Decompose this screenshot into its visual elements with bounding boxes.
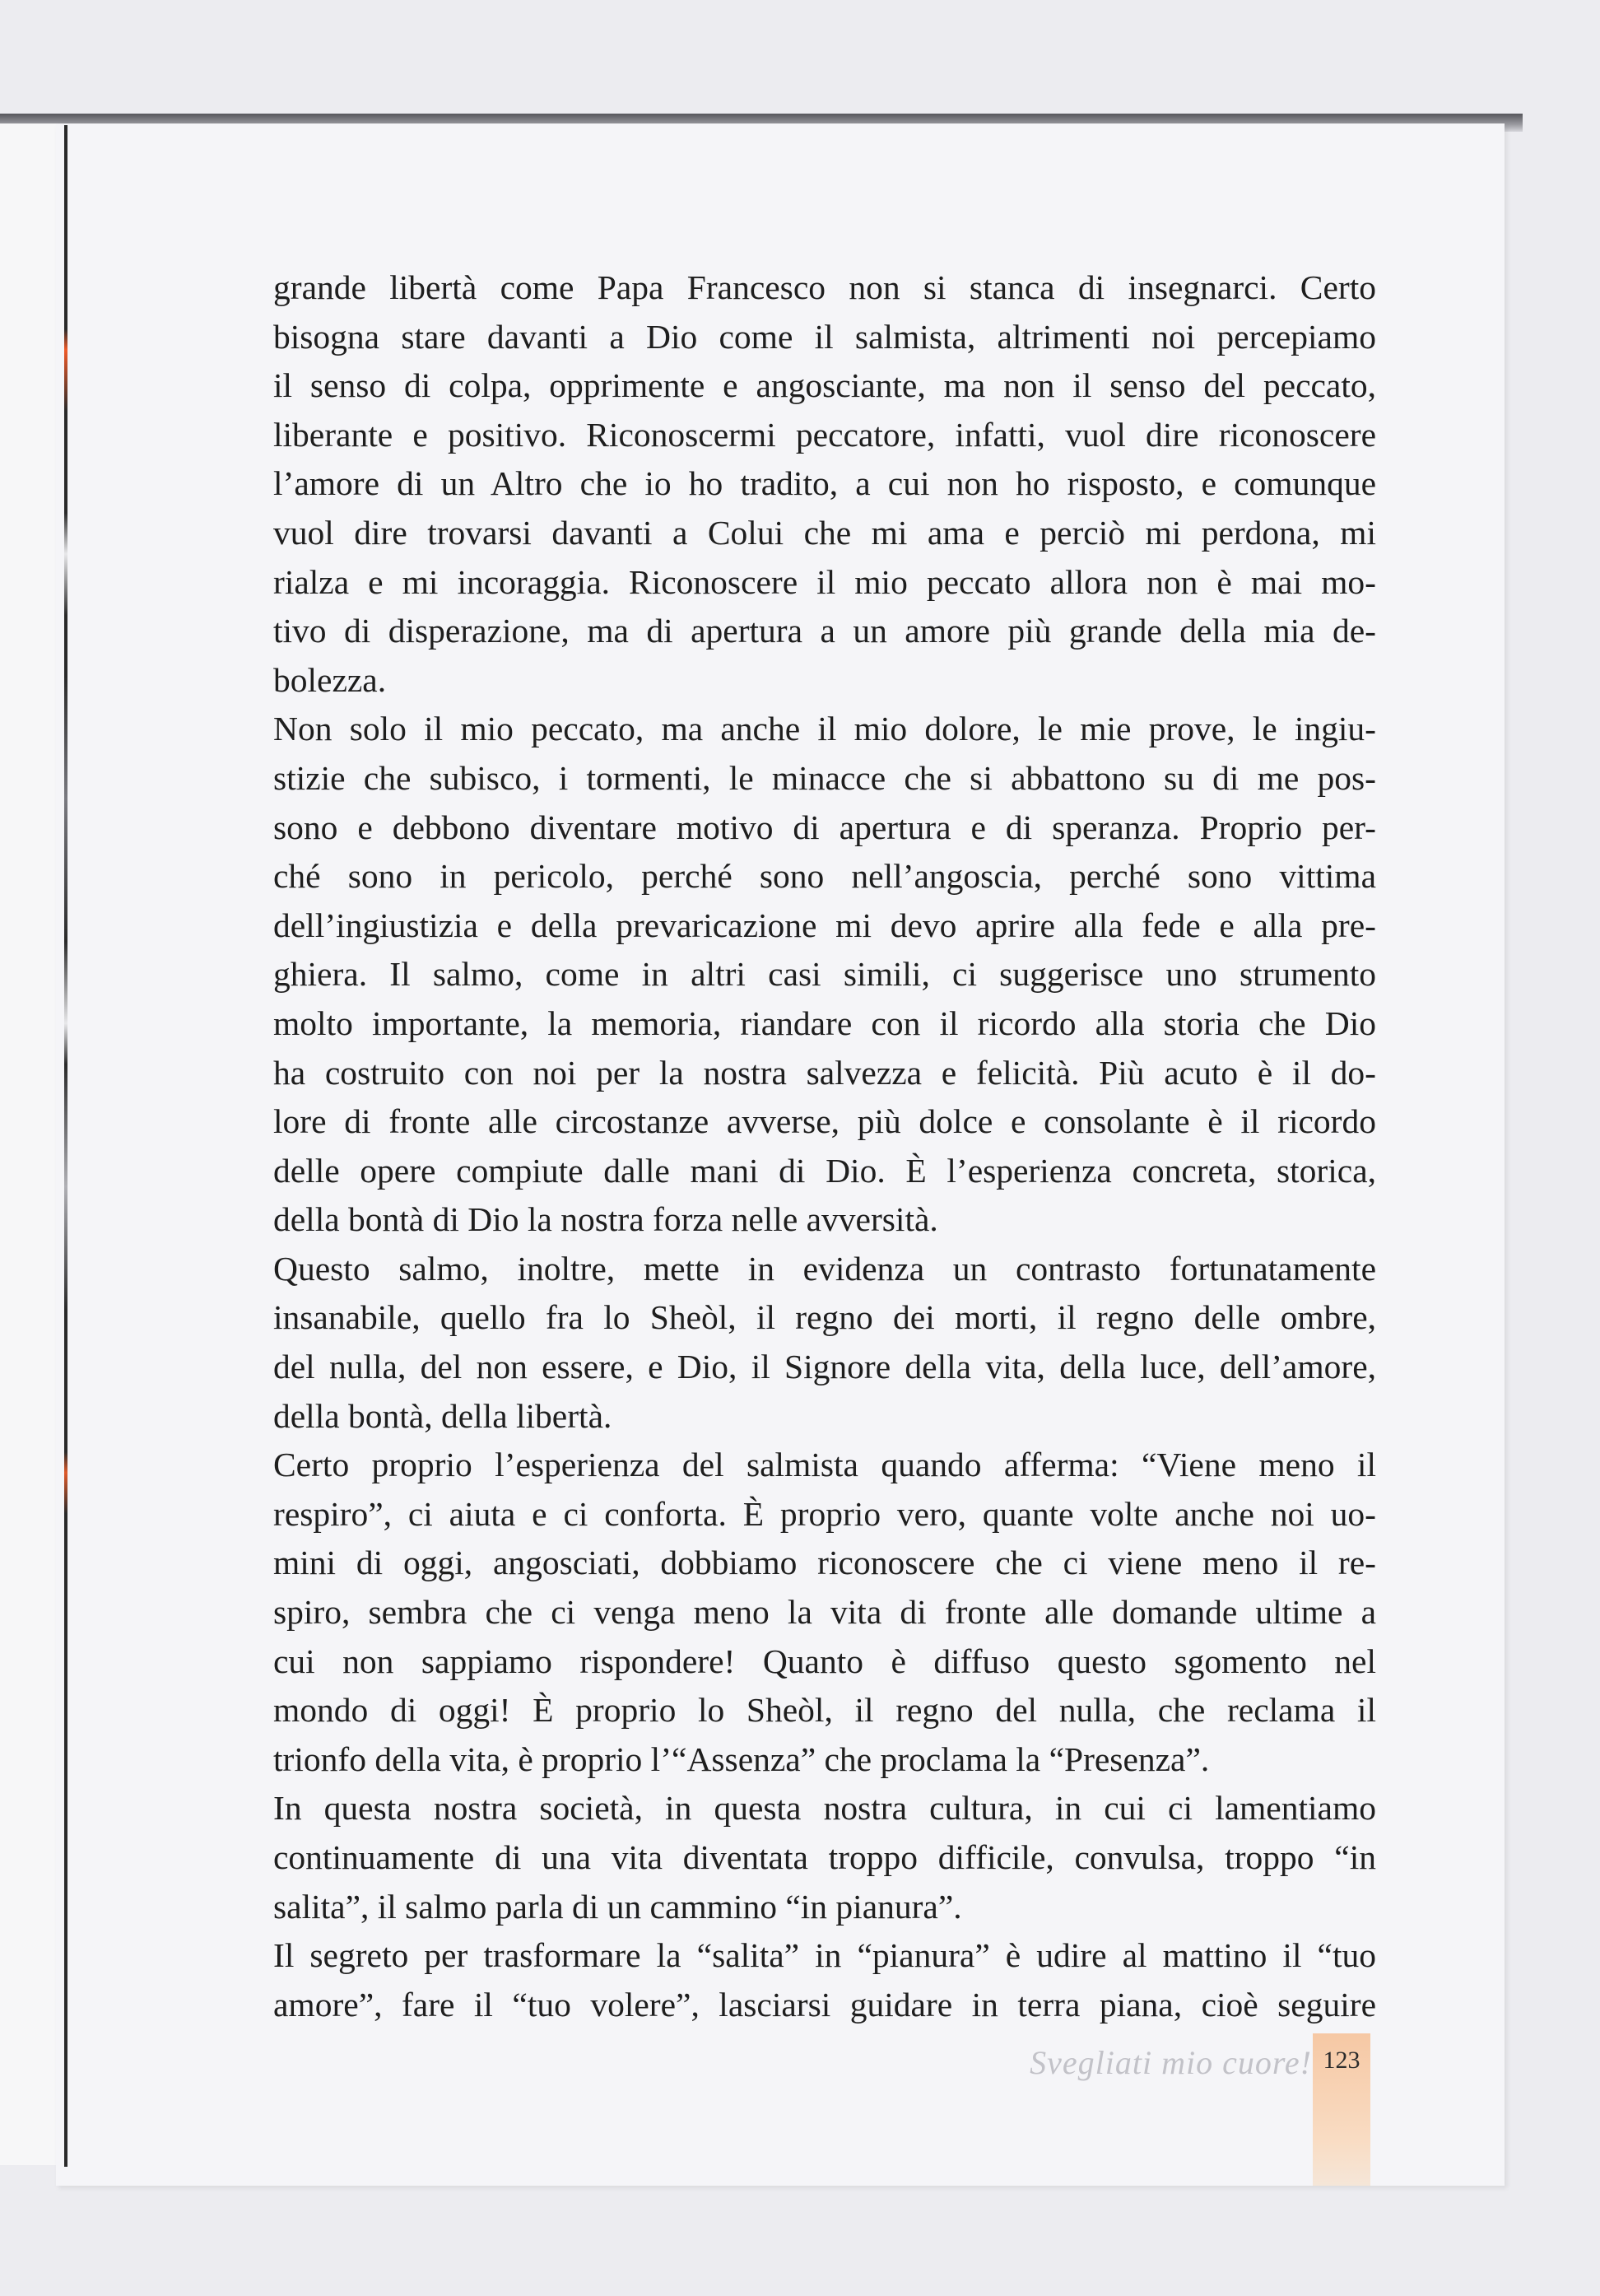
text-line: della bontà di Dio la nostra forza nelle avversità. [273,1200,938,1239]
text-line: ha costruito con noi per la nostra salvezza e felicità. Più acuto è il do- [273,1053,1376,1092]
text-line: insanabile, quello fra lo Sheòl, il regno dei morti, il regno delle ombre, [273,1298,1376,1337]
paragraph-3 [273,1245,1376,1441]
text-line: l’amore di un Altro che io ho tradito, a cui non ho risposto, e comunque [273,464,1376,503]
running-footer-title: Svegliati mio cuore! [1030,2044,1312,2081]
paragraph-1 [273,263,1376,705]
text-line: stizie che subisco, i tormenti, le minacce che si abbattono su di me pos- [273,758,1376,797]
text-line: cui non sappiamo rispondere! Quanto è diffuso questo sgomento nel [273,1642,1376,1680]
text-line: spiro, sembra che ci venga meno la vita di fronte alle domande ultime a [273,1593,1376,1632]
facing-page-edge [0,123,64,2165]
paragraph-4 [273,1441,1376,1784]
text-line: molto importante, la memoria, riandare con il ricordo alla storia che Dio [273,1004,1376,1042]
text-line: salita”, il salmo parla di un cammino “in pianura”. [273,1887,962,1926]
text-line: trionfo della vita, è proprio l’“Assenza” che proclama la “Presenza”. [273,1739,1210,1778]
text-line: Non solo il mio peccato, ma anche il mio dolore, le mie prove, le ingiu- [273,710,1376,748]
book-spine-gutter [64,125,67,2167]
paragraph-2 [273,705,1376,1245]
text-line: continuamente di una vita diventata troppo difficile, convulsa, troppo “in [273,1838,1376,1876]
text-line: delle opere compiute dalle mani di Dio. È l’esperienza concreta, storica, [273,1151,1376,1190]
text-line: grande libertà come Papa Francesco non si stanca di insegnarci. Certo [273,268,1376,306]
text-line: amore”, fare il “tuo volere”, lasciarsi guidare in terra piana, cioè seguire [273,1985,1376,2024]
paragraph-5 [273,1784,1376,1931]
page-number: 123 [1323,2047,1360,2074]
text-line: il senso di colpa, opprimente e angosciante, ma non il senso del peccato, [273,366,1376,405]
text-line: mini di oggi, angosciati, dobbiamo riconoscere che ci viene meno il re- [273,1544,1376,1582]
text-line: mondo di oggi! È proprio lo Sheòl, il regno del nulla, che reclama il [273,1691,1376,1730]
text-line: Il segreto per trasformare la “salita” in “pianura” è udire al mattino il “tuo [273,1936,1376,1975]
text-line: In questa nostra società, in questa nostra cultura, in cui ci lamentiamo [273,1789,1376,1828]
text-line: dell’ingiustizia e della prevaricazione mi devo aprire alla fede e alla pre- [273,906,1376,944]
text-line: lore di fronte alle circostanze avverse, più dolce e consolante è il ricordo [273,1102,1376,1141]
paragraph-6 [273,1931,1376,2029]
text-line: liberante e positivo. Riconoscermi peccatore, infatti, vuol dire riconoscere [273,415,1376,454]
text-line: Questo salmo, inoltre, mette in evidenza un contrasto fortunatamente [273,1249,1376,1288]
text-line: respiro”, ci aiuta e ci conforta. È proprio vero, quante volte anche noi uo- [273,1494,1376,1533]
text-line: rialza e mi incoraggia. Riconoscere il mio peccato allora non è mai mo- [273,562,1376,601]
text-line: ché sono in pericolo, perché sono nell’angoscia, perché sono vittima [273,857,1376,896]
text-line: del nulla, del non essere, e Dio, il Signore della vita, della luce, dell’amore, [273,1348,1376,1386]
text-line: tivo di disperazione, ma di apertura a un amore più grande della mia de- [273,612,1376,650]
text-line: Certo proprio l’esperienza del salmista quando afferma: “Viene meno il [273,1446,1376,1484]
text-line: sono e debbono diventare motivo di apertura e di speranza. Proprio per- [273,808,1376,846]
text-line: vuol dire trovarsi davanti a Colui che mi ama e perciò mi perdona, mi [273,513,1376,552]
body-text [273,263,1376,2029]
text-line: della bontà, della libertà. [273,1396,612,1435]
text-line: bolezza. [273,660,387,699]
text-line: ghiera. Il salmo, come in altri casi simili, ci suggerisce uno strumento [273,955,1376,994]
text-line: bisogna stare davanti a Dio come il salmista, altrimenti noi percepiamo [273,317,1376,356]
